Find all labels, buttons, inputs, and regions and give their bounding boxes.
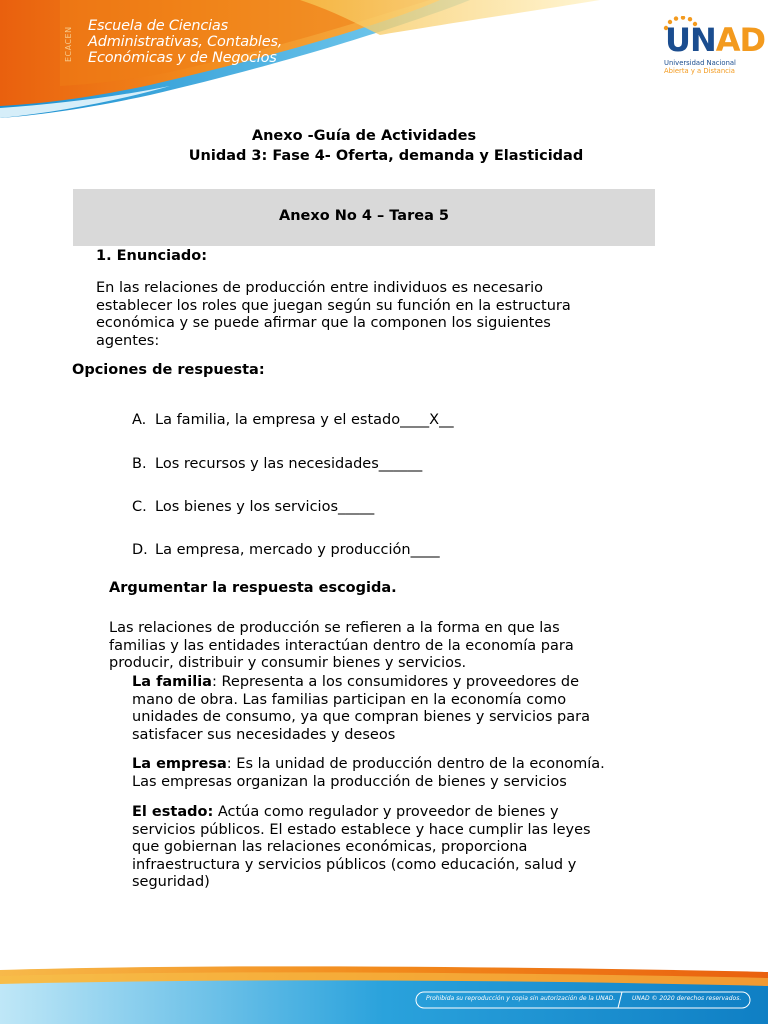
- estado-line: que gobiernan las relaciones económicas, proporciona: [132, 839, 528, 855]
- school-name-line: Escuela de Ciencias: [88, 18, 228, 34]
- footer-copyright-notice: Prohibida su reproducción y copia sin autorización de la UNAD.: [426, 995, 616, 1002]
- statement-line: económica y se puede afirmar que la componen los siguientes: [96, 315, 551, 331]
- logo-subtitle-line1: Universidad Nacional: [664, 59, 736, 67]
- familia-line: unidades de consumo, ya que compran bienes y servicios para: [132, 709, 590, 725]
- school-side-tag: ECACEN: [64, 26, 73, 62]
- school-name-line: Económicas y de Negocios: [88, 50, 277, 66]
- option-letter: B.: [132, 456, 147, 472]
- unad-logo: [665, 23, 765, 57]
- statement-line: En las relaciones de producción entre individuos es necesario: [96, 280, 544, 296]
- statement-heading: 1. Enunciado:: [96, 248, 208, 264]
- empresa-term: La empresa: [132, 756, 227, 772]
- familia-text: : Representa a los consumidores y proveedores de: [211, 674, 579, 690]
- footer-swoosh-graphic: [0, 962, 768, 1024]
- argument-intro-line: Las relaciones de producción se refieren a la forma en que las: [109, 620, 560, 636]
- estado-line: seguridad): [132, 874, 210, 890]
- school-name-line: Administrativas, Contables,: [88, 34, 283, 50]
- option-letter: A.: [132, 412, 147, 428]
- document-title: Anexo -Guía de Actividades: [251, 128, 477, 144]
- argument-heading: Argumentar la respuesta escogida.: [109, 580, 397, 596]
- statement-line: establecer los roles que juegan según su función en la estructura: [96, 297, 571, 314]
- estado-text: Actúa como regulador y proveedor de bienes y: [213, 804, 559, 820]
- page-footer: [0, 962, 768, 1024]
- familia-line: mano de obra. Las familias participan en la economía como: [132, 691, 567, 708]
- option-c: [132, 499, 374, 515]
- options-heading: Opciones de respuesta:: [72, 362, 265, 378]
- logo-subtitle: [664, 59, 736, 75]
- document-subtitle: Unidad 3: Fase 4- Oferta, demanda y Elasticidad: [188, 148, 584, 164]
- statement-line: agentes:: [96, 332, 160, 349]
- argument-intro: [109, 620, 574, 673]
- option-d: [132, 542, 440, 558]
- option-letter: C.: [132, 499, 147, 515]
- logo-un: UN: [665, 21, 716, 59]
- empresa-text: : Es la unidad de producción dentro de la economía.: [226, 756, 605, 772]
- logo-ad: AD: [715, 21, 766, 59]
- option-a: [132, 412, 454, 428]
- estado-line: infraestructura y servicios públicos (como educación, salud y: [132, 856, 577, 873]
- estado-line: servicios públicos. El estado establece y hace cumplir las leyes: [132, 821, 591, 838]
- familia-line: satisfacer sus necesidades y deseos: [132, 726, 396, 743]
- familia-paragraph: [132, 674, 590, 744]
- estado-term: El estado:: [132, 804, 214, 820]
- annex-title: Anexo No 4 – Tarea 5: [278, 208, 450, 224]
- school-name: [88, 18, 282, 66]
- option-text: Los bienes y los servicios_____: [155, 499, 375, 515]
- empresa-line: Las empresas organizan la producción de bienes y servicios: [132, 773, 567, 790]
- statement-text: [96, 280, 571, 350]
- footer-rights: UNAD © 2020 derechos reservados.: [632, 995, 742, 1002]
- empresa-paragraph: [132, 756, 605, 791]
- argument-intro-line: producir, distribuir y consumir bienes y servicios.: [109, 655, 467, 671]
- page-header: [0, 0, 768, 125]
- option-text: La familia, la empresa y el estado____X__: [155, 412, 454, 428]
- estado-paragraph: [132, 804, 591, 892]
- familia-term: La familia: [132, 674, 212, 690]
- annex-title-box: [73, 189, 655, 246]
- option-b: [132, 456, 422, 472]
- logo-subtitle-line2: Abierta y a Distancia: [664, 67, 735, 75]
- option-text: La empresa, mercado y producción____: [155, 542, 440, 558]
- option-text: Los recursos y las necesidades______: [155, 456, 423, 472]
- option-letter: D.: [132, 542, 148, 558]
- argument-intro-line: familias y las entidades interactúan dentro de la economía para: [109, 637, 574, 654]
